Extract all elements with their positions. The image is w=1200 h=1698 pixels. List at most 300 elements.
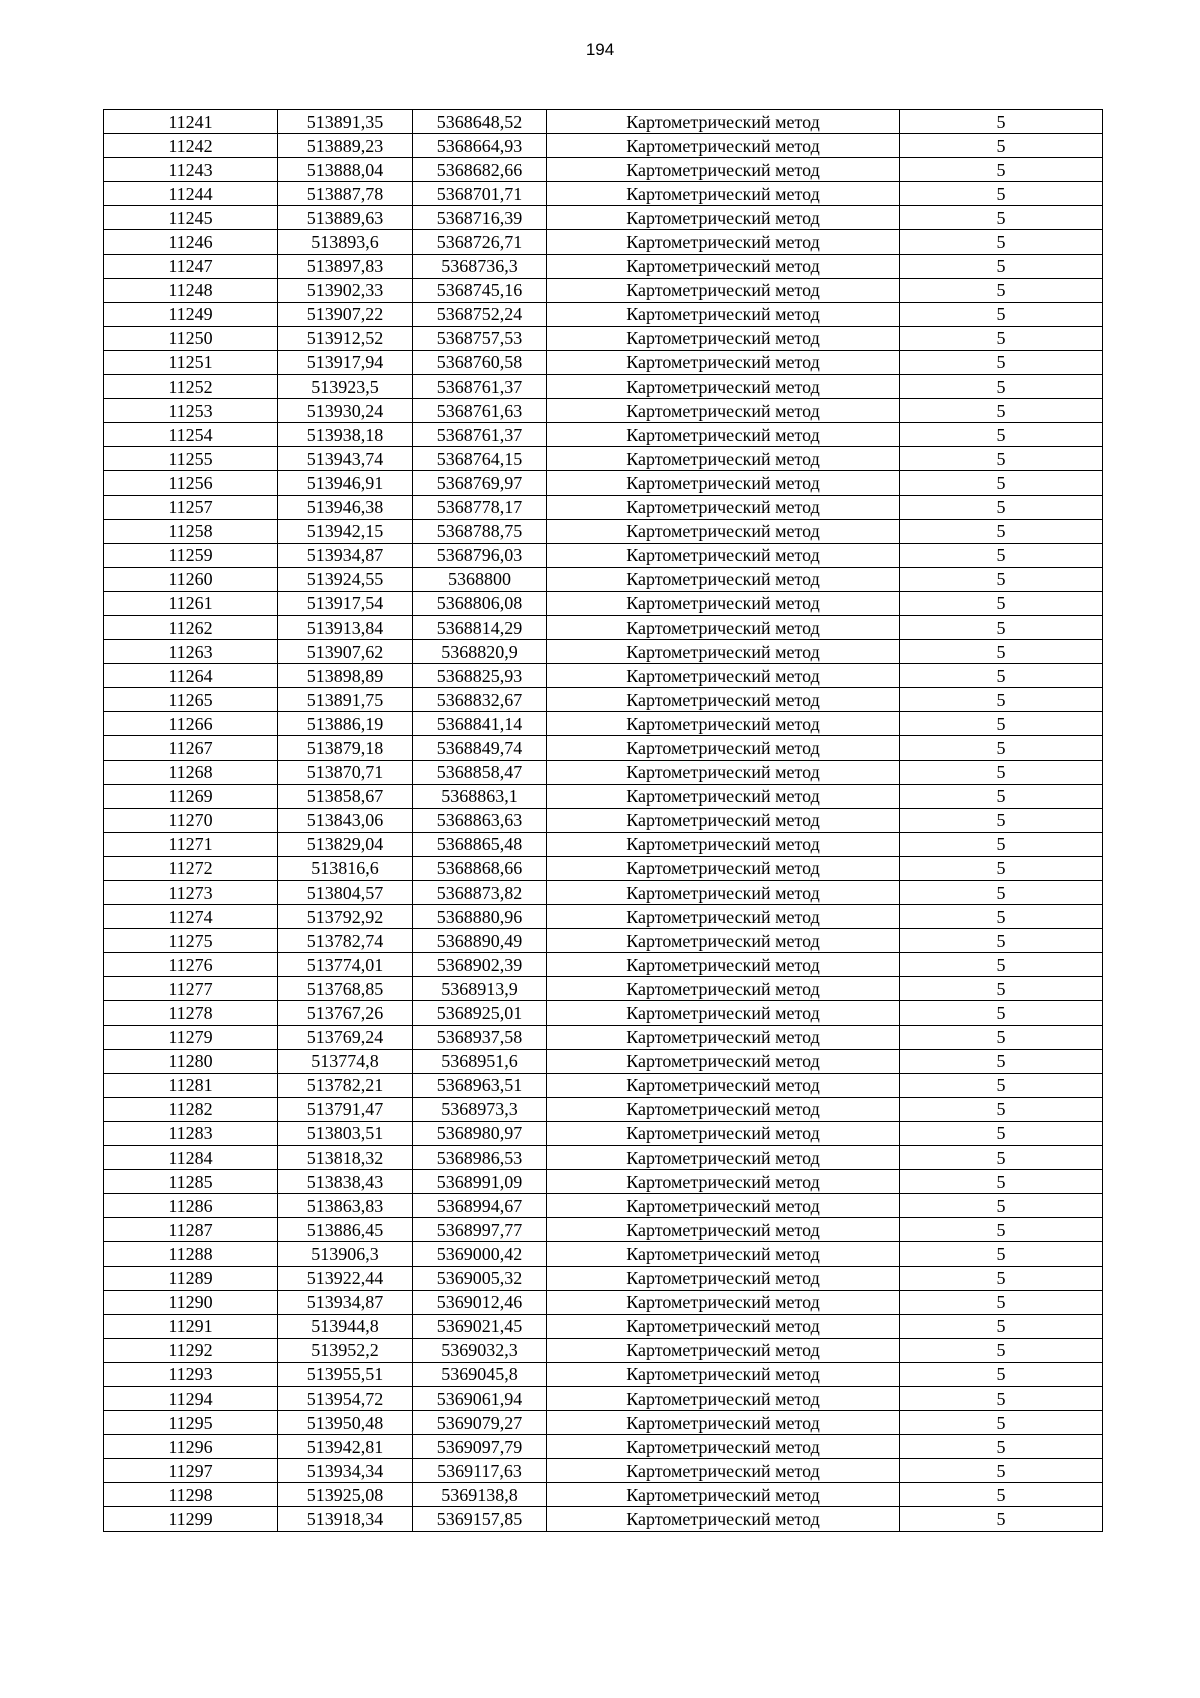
accuracy-cell: 5 (900, 977, 1103, 1001)
table-row (104, 977, 1103, 1001)
point-number-cell: 11272 (104, 856, 278, 880)
accuracy-cell: 5 (900, 350, 1103, 374)
table-row (104, 1073, 1103, 1097)
y-coordinate-cell: 5368716,39 (413, 206, 547, 230)
accuracy-cell: 5 (900, 688, 1103, 712)
y-coordinate-cell: 5368863,63 (413, 808, 547, 832)
x-coordinate-cell: 513924,55 (278, 567, 413, 591)
point-number-cell: 11294 (104, 1386, 278, 1410)
point-number-cell: 11282 (104, 1097, 278, 1121)
accuracy-cell: 5 (900, 471, 1103, 495)
accuracy-cell: 5 (900, 953, 1103, 977)
y-coordinate-cell: 5368973,3 (413, 1097, 547, 1121)
page-number: 194 (585, 40, 615, 59)
point-number-cell: 11295 (104, 1411, 278, 1435)
method-cell: Картометрический метод (547, 1435, 900, 1459)
x-coordinate-cell: 513943,74 (278, 447, 413, 471)
method-cell: Картометрический метод (547, 1266, 900, 1290)
accuracy-cell: 5 (900, 206, 1103, 230)
table-row (104, 182, 1103, 206)
y-coordinate-cell: 5368963,51 (413, 1073, 547, 1097)
table-row (104, 447, 1103, 471)
y-coordinate-cell: 5368880,96 (413, 905, 547, 929)
x-coordinate-cell: 513886,45 (278, 1218, 413, 1242)
x-coordinate-cell: 513922,44 (278, 1266, 413, 1290)
y-coordinate-cell: 5368902,39 (413, 953, 547, 977)
point-number-cell: 11288 (104, 1242, 278, 1266)
x-coordinate-cell: 513942,81 (278, 1435, 413, 1459)
method-cell: Картометрический метод (547, 688, 900, 712)
accuracy-cell: 5 (900, 1121, 1103, 1145)
x-coordinate-cell: 513792,92 (278, 905, 413, 929)
method-cell: Картометрический метод (547, 110, 900, 134)
method-cell: Картометрический метод (547, 615, 900, 639)
accuracy-cell: 5 (900, 640, 1103, 664)
x-coordinate-cell: 513889,23 (278, 134, 413, 158)
accuracy-cell: 5 (900, 1483, 1103, 1507)
x-coordinate-cell: 513767,26 (278, 1001, 413, 1025)
accuracy-cell: 5 (900, 495, 1103, 519)
y-coordinate-cell: 5368997,77 (413, 1218, 547, 1242)
accuracy-cell: 5 (900, 1386, 1103, 1410)
x-coordinate-cell: 513893,6 (278, 230, 413, 254)
accuracy-cell: 5 (900, 1314, 1103, 1338)
point-number-cell: 11296 (104, 1435, 278, 1459)
accuracy-cell: 5 (900, 1459, 1103, 1483)
method-cell: Картометрический метод (547, 1146, 900, 1170)
y-coordinate-cell: 5368760,58 (413, 350, 547, 374)
accuracy-cell: 5 (900, 134, 1103, 158)
y-coordinate-cell: 5368832,67 (413, 688, 547, 712)
accuracy-cell: 5 (900, 278, 1103, 302)
y-coordinate-cell: 5368863,1 (413, 784, 547, 808)
y-coordinate-cell: 5368890,49 (413, 929, 547, 953)
table-row (104, 1314, 1103, 1338)
y-coordinate-cell: 5368841,14 (413, 712, 547, 736)
x-coordinate-cell: 513954,72 (278, 1386, 413, 1410)
x-coordinate-cell: 513902,33 (278, 278, 413, 302)
accuracy-cell: 5 (900, 1411, 1103, 1435)
y-coordinate-cell: 5368800 (413, 567, 547, 591)
accuracy-cell: 5 (900, 1097, 1103, 1121)
accuracy-cell: 5 (900, 736, 1103, 760)
y-coordinate-cell: 5368796,03 (413, 543, 547, 567)
x-coordinate-cell: 513917,54 (278, 591, 413, 615)
x-coordinate-cell: 513898,89 (278, 664, 413, 688)
x-coordinate-cell: 513925,08 (278, 1483, 413, 1507)
method-cell: Картометрический метод (547, 1411, 900, 1435)
method-cell: Картометрический метод (547, 302, 900, 326)
accuracy-cell: 5 (900, 1218, 1103, 1242)
point-number-cell: 11246 (104, 230, 278, 254)
x-coordinate-cell: 513863,83 (278, 1194, 413, 1218)
y-coordinate-cell: 5368752,24 (413, 302, 547, 326)
method-cell: Картометрический метод (547, 134, 900, 158)
table-row (104, 1290, 1103, 1314)
method-cell: Картометрический метод (547, 375, 900, 399)
x-coordinate-cell: 513946,91 (278, 471, 413, 495)
method-cell: Картометрический метод (547, 1025, 900, 1049)
y-coordinate-cell: 5368726,71 (413, 230, 547, 254)
x-coordinate-cell: 513769,24 (278, 1025, 413, 1049)
method-cell: Картометрический метод (547, 350, 900, 374)
y-coordinate-cell: 5369138,8 (413, 1483, 547, 1507)
accuracy-cell: 5 (900, 158, 1103, 182)
method-cell: Картометрический метод (547, 881, 900, 905)
y-coordinate-cell: 5369079,27 (413, 1411, 547, 1435)
point-number-cell: 11242 (104, 134, 278, 158)
accuracy-cell: 5 (900, 375, 1103, 399)
y-coordinate-cell: 5369061,94 (413, 1386, 547, 1410)
y-coordinate-cell: 5369000,42 (413, 1242, 547, 1266)
y-coordinate-cell: 5368937,58 (413, 1025, 547, 1049)
point-number-cell: 11261 (104, 591, 278, 615)
point-number-cell: 11251 (104, 350, 278, 374)
accuracy-cell: 5 (900, 1025, 1103, 1049)
method-cell: Картометрический метод (547, 254, 900, 278)
x-coordinate-cell: 513906,3 (278, 1242, 413, 1266)
method-cell: Картометрический метод (547, 1121, 900, 1145)
method-cell: Картометрический метод (547, 182, 900, 206)
point-number-cell: 11262 (104, 615, 278, 639)
accuracy-cell: 5 (900, 254, 1103, 278)
accuracy-cell: 5 (900, 519, 1103, 543)
y-coordinate-cell: 5368701,71 (413, 182, 547, 206)
point-number-cell: 11292 (104, 1338, 278, 1362)
table-row (104, 254, 1103, 278)
table-row (104, 615, 1103, 639)
point-number-cell: 11285 (104, 1170, 278, 1194)
table-row (104, 929, 1103, 953)
y-coordinate-cell: 5368769,97 (413, 471, 547, 495)
table-row (104, 110, 1103, 134)
x-coordinate-cell: 513891,75 (278, 688, 413, 712)
y-coordinate-cell: 5369005,32 (413, 1266, 547, 1290)
point-number-cell: 11298 (104, 1483, 278, 1507)
x-coordinate-cell: 513803,51 (278, 1121, 413, 1145)
table-row (104, 591, 1103, 615)
method-cell: Картометрический метод (547, 495, 900, 519)
table-row (104, 664, 1103, 688)
x-coordinate-cell: 513782,74 (278, 929, 413, 953)
point-number-cell: 11255 (104, 447, 278, 471)
method-cell: Картометрический метод (547, 1507, 900, 1531)
x-coordinate-cell: 513934,34 (278, 1459, 413, 1483)
y-coordinate-cell: 5368745,16 (413, 278, 547, 302)
table-row (104, 1001, 1103, 1025)
accuracy-cell: 5 (900, 760, 1103, 784)
y-coordinate-cell: 5368648,52 (413, 110, 547, 134)
table-row (104, 206, 1103, 230)
point-number-cell: 11249 (104, 302, 278, 326)
point-number-cell: 11297 (104, 1459, 278, 1483)
table-row (104, 1146, 1103, 1170)
y-coordinate-cell: 5368820,9 (413, 640, 547, 664)
method-cell: Картометрический метод (547, 953, 900, 977)
point-number-cell: 11266 (104, 712, 278, 736)
x-coordinate-cell: 513782,21 (278, 1073, 413, 1097)
y-coordinate-cell: 5368849,74 (413, 736, 547, 760)
y-coordinate-cell: 5368806,08 (413, 591, 547, 615)
point-number-cell: 11263 (104, 640, 278, 664)
table-row (104, 1266, 1103, 1290)
point-number-cell: 11286 (104, 1194, 278, 1218)
accuracy-cell: 5 (900, 1146, 1103, 1170)
x-coordinate-cell: 513891,35 (278, 110, 413, 134)
point-number-cell: 11260 (104, 567, 278, 591)
y-coordinate-cell: 5368764,15 (413, 447, 547, 471)
x-coordinate-cell: 513870,71 (278, 760, 413, 784)
table-row (104, 1121, 1103, 1145)
y-coordinate-cell: 5368913,9 (413, 977, 547, 1001)
point-number-cell: 11256 (104, 471, 278, 495)
method-cell: Картометрический метод (547, 760, 900, 784)
x-coordinate-cell: 513907,62 (278, 640, 413, 664)
table-row (104, 278, 1103, 302)
point-number-cell: 11270 (104, 808, 278, 832)
x-coordinate-cell: 513879,18 (278, 736, 413, 760)
method-cell: Картометрический метод (547, 977, 900, 1001)
y-coordinate-cell: 5369157,85 (413, 1507, 547, 1531)
x-coordinate-cell: 513791,47 (278, 1097, 413, 1121)
table-row (104, 1338, 1103, 1362)
point-number-cell: 11291 (104, 1314, 278, 1338)
y-coordinate-cell: 5368664,93 (413, 134, 547, 158)
y-coordinate-cell: 5368873,82 (413, 881, 547, 905)
accuracy-cell: 5 (900, 326, 1103, 350)
y-coordinate-cell: 5368825,93 (413, 664, 547, 688)
table-row (104, 881, 1103, 905)
accuracy-cell: 5 (900, 1338, 1103, 1362)
x-coordinate-cell: 513774,01 (278, 953, 413, 977)
point-number-cell: 11280 (104, 1049, 278, 1073)
table-row (104, 832, 1103, 856)
point-number-cell: 11278 (104, 1001, 278, 1025)
accuracy-cell: 5 (900, 1194, 1103, 1218)
coordinates-table (103, 109, 1103, 1532)
accuracy-cell: 5 (900, 1049, 1103, 1073)
method-cell: Картометрический метод (547, 591, 900, 615)
accuracy-cell: 5 (900, 1435, 1103, 1459)
y-coordinate-cell: 5369012,46 (413, 1290, 547, 1314)
y-coordinate-cell: 5369117,63 (413, 1459, 547, 1483)
table-row (104, 736, 1103, 760)
y-coordinate-cell: 5368736,3 (413, 254, 547, 278)
table-row (104, 784, 1103, 808)
accuracy-cell: 5 (900, 832, 1103, 856)
method-cell: Картометрический метод (547, 326, 900, 350)
accuracy-cell: 5 (900, 1242, 1103, 1266)
point-number-cell: 11257 (104, 495, 278, 519)
method-cell: Картометрический метод (547, 1097, 900, 1121)
point-number-cell: 11283 (104, 1121, 278, 1145)
method-cell: Картометрический метод (547, 278, 900, 302)
accuracy-cell: 5 (900, 1170, 1103, 1194)
y-coordinate-cell: 5368761,37 (413, 423, 547, 447)
point-number-cell: 11258 (104, 519, 278, 543)
x-coordinate-cell: 513816,6 (278, 856, 413, 880)
y-coordinate-cell: 5369097,79 (413, 1435, 547, 1459)
accuracy-cell: 5 (900, 856, 1103, 880)
x-coordinate-cell: 513889,63 (278, 206, 413, 230)
accuracy-cell: 5 (900, 1507, 1103, 1531)
table-row (104, 640, 1103, 664)
accuracy-cell: 5 (900, 110, 1103, 134)
accuracy-cell: 5 (900, 615, 1103, 639)
table-row (104, 134, 1103, 158)
method-cell: Картометрический метод (547, 543, 900, 567)
point-number-cell: 11252 (104, 375, 278, 399)
x-coordinate-cell: 513897,83 (278, 254, 413, 278)
accuracy-cell: 5 (900, 423, 1103, 447)
table-row (104, 905, 1103, 929)
accuracy-cell: 5 (900, 881, 1103, 905)
accuracy-cell: 5 (900, 1001, 1103, 1025)
method-cell: Картометрический метод (547, 399, 900, 423)
y-coordinate-cell: 5368778,17 (413, 495, 547, 519)
coordinates-table-body (104, 110, 1103, 1532)
x-coordinate-cell: 513930,24 (278, 399, 413, 423)
point-number-cell: 11299 (104, 1507, 278, 1531)
y-coordinate-cell: 5368994,67 (413, 1194, 547, 1218)
point-number-cell: 11274 (104, 905, 278, 929)
y-coordinate-cell: 5368761,37 (413, 375, 547, 399)
y-coordinate-cell: 5368682,66 (413, 158, 547, 182)
method-cell: Картометрический метод (547, 1073, 900, 1097)
x-coordinate-cell: 513952,2 (278, 1338, 413, 1362)
table-row (104, 1386, 1103, 1410)
x-coordinate-cell: 513917,94 (278, 350, 413, 374)
table-row (104, 1049, 1103, 1073)
x-coordinate-cell: 513829,04 (278, 832, 413, 856)
method-cell: Картометрический метод (547, 1001, 900, 1025)
point-number-cell: 11269 (104, 784, 278, 808)
method-cell: Картометрический метод (547, 1049, 900, 1073)
point-number-cell: 11243 (104, 158, 278, 182)
method-cell: Картометрический метод (547, 423, 900, 447)
method-cell: Картометрический метод (547, 519, 900, 543)
table-row (104, 1411, 1103, 1435)
table-row (104, 471, 1103, 495)
x-coordinate-cell: 513938,18 (278, 423, 413, 447)
y-coordinate-cell: 5369032,3 (413, 1338, 547, 1362)
table-row (104, 1435, 1103, 1459)
point-number-cell: 11276 (104, 953, 278, 977)
table-row (104, 519, 1103, 543)
x-coordinate-cell: 513934,87 (278, 1290, 413, 1314)
x-coordinate-cell: 513888,04 (278, 158, 413, 182)
accuracy-cell: 5 (900, 784, 1103, 808)
point-number-cell: 11284 (104, 1146, 278, 1170)
y-coordinate-cell: 5368814,29 (413, 615, 547, 639)
point-number-cell: 11248 (104, 278, 278, 302)
method-cell: Картометрический метод (547, 1218, 900, 1242)
method-cell: Картометрический метод (547, 832, 900, 856)
point-number-cell: 11265 (104, 688, 278, 712)
method-cell: Картометрический метод (547, 206, 900, 230)
point-number-cell: 11247 (104, 254, 278, 278)
table-row (104, 1507, 1103, 1531)
y-coordinate-cell: 5368761,63 (413, 399, 547, 423)
accuracy-cell: 5 (900, 230, 1103, 254)
table-row (104, 350, 1103, 374)
y-coordinate-cell: 5368991,09 (413, 1170, 547, 1194)
x-coordinate-cell: 513912,52 (278, 326, 413, 350)
point-number-cell: 11259 (104, 543, 278, 567)
x-coordinate-cell: 513944,8 (278, 1314, 413, 1338)
x-coordinate-cell: 513858,67 (278, 784, 413, 808)
table-row (104, 543, 1103, 567)
method-cell: Картометрический метод (547, 1314, 900, 1338)
table-row (104, 1097, 1103, 1121)
y-coordinate-cell: 5368868,66 (413, 856, 547, 880)
y-coordinate-cell: 5369045,8 (413, 1362, 547, 1386)
method-cell: Картометрический метод (547, 784, 900, 808)
x-coordinate-cell: 513818,32 (278, 1146, 413, 1170)
point-number-cell: 11241 (104, 110, 278, 134)
table-row (104, 302, 1103, 326)
point-number-cell: 11277 (104, 977, 278, 1001)
x-coordinate-cell: 513934,87 (278, 543, 413, 567)
x-coordinate-cell: 513913,84 (278, 615, 413, 639)
point-number-cell: 11273 (104, 881, 278, 905)
method-cell: Картометрический метод (547, 158, 900, 182)
table-row (104, 326, 1103, 350)
table-row (104, 1362, 1103, 1386)
accuracy-cell: 5 (900, 182, 1103, 206)
table-row (104, 760, 1103, 784)
table-row (104, 158, 1103, 182)
y-coordinate-cell: 5369021,45 (413, 1314, 547, 1338)
table-row (104, 399, 1103, 423)
method-cell: Картометрический метод (547, 447, 900, 471)
table-row (104, 1483, 1103, 1507)
table-row (104, 688, 1103, 712)
point-number-cell: 11271 (104, 832, 278, 856)
method-cell: Картометрический метод (547, 664, 900, 688)
point-number-cell: 11268 (104, 760, 278, 784)
x-coordinate-cell: 513950,48 (278, 1411, 413, 1435)
accuracy-cell: 5 (900, 1362, 1103, 1386)
x-coordinate-cell: 513838,43 (278, 1170, 413, 1194)
table-row (104, 1242, 1103, 1266)
y-coordinate-cell: 5368757,53 (413, 326, 547, 350)
y-coordinate-cell: 5368925,01 (413, 1001, 547, 1025)
point-number-cell: 11245 (104, 206, 278, 230)
accuracy-cell: 5 (900, 591, 1103, 615)
table-row (104, 1218, 1103, 1242)
accuracy-cell: 5 (900, 712, 1103, 736)
x-coordinate-cell: 513886,19 (278, 712, 413, 736)
point-number-cell: 11279 (104, 1025, 278, 1049)
x-coordinate-cell: 513887,78 (278, 182, 413, 206)
table-row (104, 1459, 1103, 1483)
method-cell: Картометрический метод (547, 230, 900, 254)
x-coordinate-cell: 513946,38 (278, 495, 413, 519)
table-row (104, 230, 1103, 254)
table-row (104, 1170, 1103, 1194)
accuracy-cell: 5 (900, 664, 1103, 688)
method-cell: Картометрический метод (547, 808, 900, 832)
table-row (104, 567, 1103, 591)
point-number-cell: 11281 (104, 1073, 278, 1097)
y-coordinate-cell: 5368865,48 (413, 832, 547, 856)
y-coordinate-cell: 5368788,75 (413, 519, 547, 543)
table-row (104, 423, 1103, 447)
point-number-cell: 11254 (104, 423, 278, 447)
method-cell: Картометрический метод (547, 1170, 900, 1194)
point-number-cell: 11287 (104, 1218, 278, 1242)
